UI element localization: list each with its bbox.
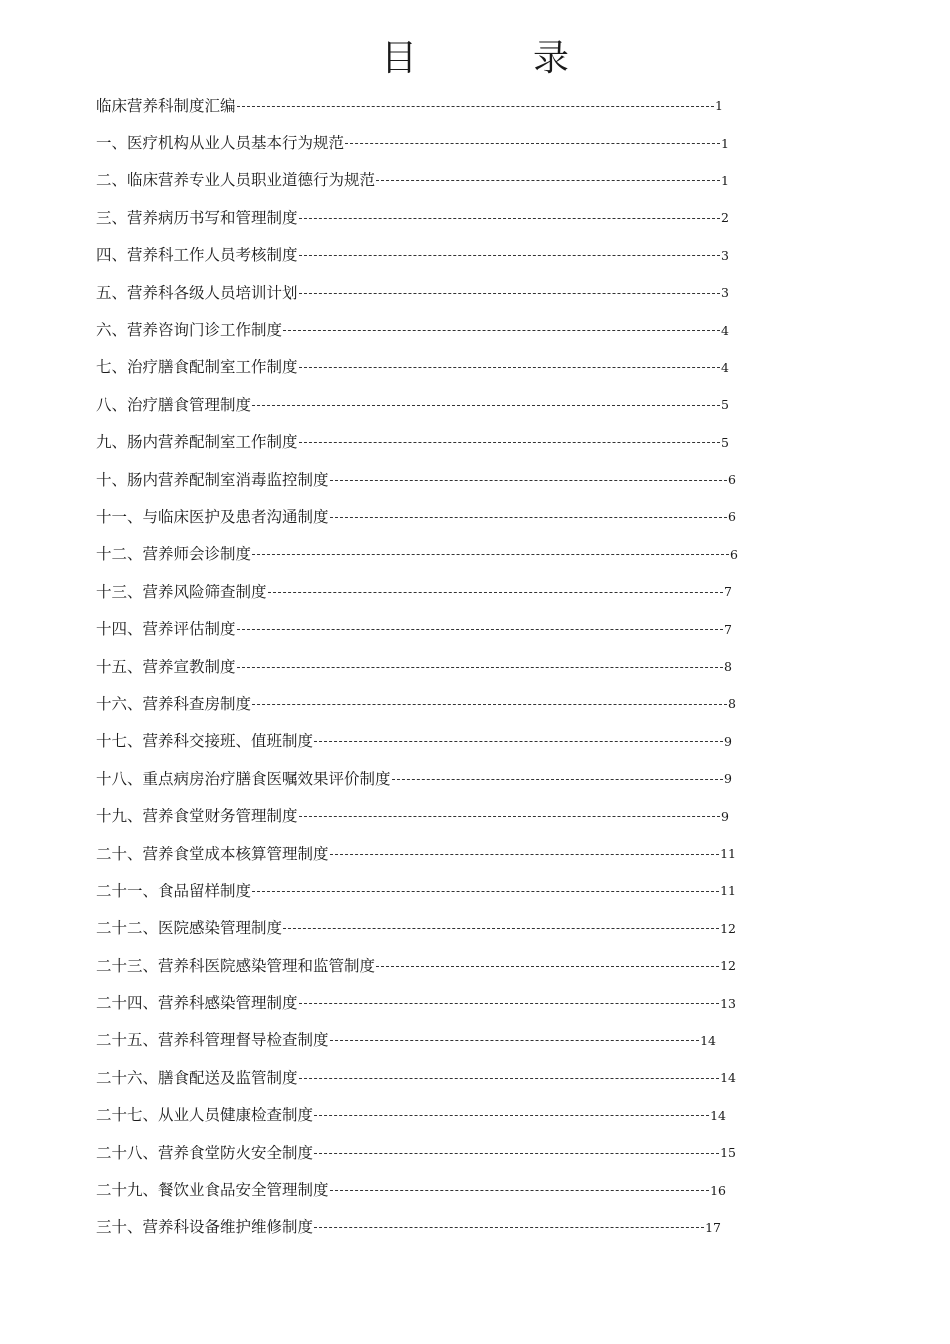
- toc-dot-leader: [299, 441, 721, 443]
- toc-dot-leader: [299, 366, 721, 368]
- toc-entry-page-number: 12: [720, 958, 736, 974]
- toc-dot-leader: [330, 516, 728, 518]
- toc-entry-page-number: 16: [710, 1182, 726, 1198]
- toc-dot-leader: [299, 254, 721, 256]
- toc-entry-page-number: 6: [730, 546, 738, 562]
- toc-entry[interactable]: [96, 497, 736, 534]
- toc-dot-leader: [252, 890, 719, 892]
- toc-dot-leader: [314, 1114, 709, 1116]
- toc-entry-label: 二十三、营养科医院感染管理和监管制度: [96, 956, 376, 975]
- toc-entry-page-number: 6: [728, 472, 736, 488]
- toc-dot-leader: [330, 479, 728, 481]
- toc-entry-label: 一、医疗机构从业人员基本行为规范: [96, 134, 345, 153]
- toc-entry-label: 八、治疗膳食管理制度: [96, 395, 252, 414]
- toc-entry-label: 四、营养科工作人员考核制度: [96, 246, 298, 265]
- toc-entry[interactable]: [96, 871, 736, 908]
- toc-entry-label: 二十七、从业人员健康检查制度: [96, 1106, 314, 1125]
- toc-entry-label: 十一、与临床医护及患者沟通制度: [96, 507, 329, 526]
- toc-entry-page-number: 14: [710, 1107, 726, 1123]
- toc-entry-label: 十七、营养科交接班、值班制度: [96, 732, 314, 751]
- toc-entry[interactable]: [96, 273, 729, 310]
- toc-entry-page-number: 5: [721, 397, 729, 413]
- toc-entry-page-number: 17: [705, 1219, 721, 1235]
- toc-entry-page-number: 14: [720, 1070, 736, 1086]
- toc-entry-label: 十六、营养科查房制度: [96, 694, 252, 713]
- toc-entry-label: 十二、营养师会诊制度: [96, 545, 252, 564]
- toc-entry-page-number: 11: [720, 846, 736, 861]
- toc-entry-label: 二十六、膳食配送及监管制度: [96, 1068, 298, 1087]
- toc-dot-leader: [330, 1189, 710, 1191]
- page-title: 目 录: [380, 38, 609, 79]
- toc-entry-label: 十八、重点病房治疗膳食医嘱效果评价制度: [96, 769, 391, 788]
- toc-entry[interactable]: [96, 1208, 721, 1245]
- toc-entry-label: 十、肠内营养配制室消毒监控制度: [96, 470, 329, 489]
- toc-entry[interactable]: [96, 684, 736, 721]
- toc-entry-label: 三十、营养科设备维护维修制度: [96, 1218, 314, 1237]
- toc-entry[interactable]: [96, 123, 729, 160]
- toc-entry[interactable]: [96, 348, 729, 385]
- toc-entry[interactable]: [96, 1021, 716, 1058]
- toc-dot-leader: [299, 217, 721, 219]
- toc-dot-leader: [283, 329, 720, 331]
- toc-entry-label: 二十四、营养科感染管理制度: [96, 994, 298, 1013]
- toc-entry[interactable]: [96, 983, 736, 1020]
- toc-entry[interactable]: [96, 946, 736, 983]
- toc-entry-page-number: 8: [728, 696, 736, 712]
- toc-entry-page-number: 9: [724, 771, 732, 787]
- toc-entry[interactable]: [96, 460, 736, 497]
- toc-entry-page-number: 1: [721, 135, 729, 151]
- toc-entry[interactable]: [96, 1170, 726, 1207]
- toc-entry-page-number: 7: [724, 584, 732, 600]
- toc-dot-leader: [299, 1002, 720, 1004]
- toc-entry[interactable]: [96, 236, 729, 273]
- toc-dot-leader: [299, 292, 721, 294]
- toc-dot-leader: [314, 1226, 704, 1228]
- toc-entry-label: 十三、营养风险筛查制度: [96, 582, 267, 601]
- toc-entry-page-number: 4: [721, 322, 729, 338]
- toc-entry-label: 二十、营养食堂成本核算管理制度: [96, 844, 329, 863]
- toc-entry-label: 二、临床营养专业人员职业道德行为规范: [96, 171, 376, 190]
- toc-entry-label: 七、治疗膳食配制室工作制度: [96, 358, 298, 377]
- toc-dot-leader: [237, 105, 715, 107]
- toc-entry-page-number: 3: [721, 247, 729, 263]
- toc-entry[interactable]: [96, 759, 732, 796]
- toc-entry[interactable]: [96, 310, 729, 347]
- toc-entry[interactable]: [96, 535, 738, 572]
- toc-dot-leader: [299, 815, 721, 817]
- toc-entry-page-number: 1: [715, 98, 723, 114]
- toc-entry[interactable]: [96, 1096, 726, 1133]
- toc-dot-leader: [330, 853, 720, 855]
- toc-dot-leader: [376, 179, 720, 181]
- toc-entry[interactable]: [96, 1133, 736, 1170]
- toc-entry[interactable]: [96, 909, 736, 946]
- toc-entry-page-number: 3: [721, 285, 729, 301]
- toc-entry[interactable]: [96, 834, 736, 871]
- toc-entry-label: 十五、营养宣教制度: [96, 657, 236, 676]
- toc-entry[interactable]: [96, 198, 729, 235]
- toc-dot-leader: [252, 553, 729, 555]
- toc-entry-page-number: 12: [720, 920, 736, 936]
- toc-entry-page-number: 15: [720, 1145, 736, 1161]
- toc-entry-page-number: 13: [720, 995, 736, 1011]
- toc-dot-leader: [252, 703, 727, 705]
- toc-entry-page-number: 2: [721, 210, 729, 226]
- toc-dot-leader: [392, 778, 724, 780]
- toc-entry-page-number: 14: [700, 1032, 716, 1048]
- toc-dot-leader: [314, 1152, 719, 1154]
- toc-entry-label: 二十二、医院感染管理制度: [96, 919, 283, 938]
- toc-entry[interactable]: [96, 572, 732, 609]
- toc-entry-page-number: 8: [724, 659, 732, 675]
- toc-entry[interactable]: [96, 647, 732, 684]
- toc-entry-page-number: 9: [724, 733, 732, 749]
- toc-entry-page-number: 9: [721, 808, 729, 824]
- toc-entry-page-number: 4: [721, 359, 729, 375]
- toc-dot-leader: [252, 404, 720, 406]
- toc-entry-label: 十九、营养食堂财务管理制度: [96, 807, 298, 826]
- toc-entry-page-number: 1: [721, 172, 729, 188]
- toc-entry[interactable]: [96, 1058, 736, 1095]
- toc-entry-label: 五、营养科各级人员培训计划: [96, 283, 298, 302]
- toc-entry-label: 二十九、餐饮业食品安全管理制度: [96, 1181, 329, 1200]
- toc-entry-label: 二十五、营养科管理督导检查制度: [96, 1031, 329, 1050]
- toc-dot-leader: [268, 591, 724, 593]
- toc-entry-label: 三、营养病历书写和管理制度: [96, 208, 298, 227]
- toc-dot-leader: [345, 142, 720, 144]
- toc-entry[interactable]: [96, 722, 732, 759]
- toc-entry-label: 六、营养咨询门诊工作制度: [96, 321, 283, 340]
- toc-dot-leader: [314, 740, 723, 742]
- toc-entry-page-number: 7: [724, 621, 732, 637]
- table-of-contents: [96, 86, 746, 1245]
- toc-entry[interactable]: [96, 385, 729, 422]
- toc-dot-leader: [376, 965, 719, 967]
- toc-entry-label: 临床营养科制度汇编: [96, 96, 236, 115]
- toc-dot-leader: [283, 927, 719, 929]
- toc-dot-leader: [237, 666, 724, 668]
- toc-dot-leader: [299, 1077, 720, 1079]
- toc-dot-leader: [330, 1039, 700, 1041]
- toc-entry[interactable]: [96, 161, 729, 198]
- toc-dot-leader: [237, 628, 724, 630]
- toc-entry-label: 二十一、食品留样制度: [96, 881, 252, 900]
- toc-entry-page-number: 6: [728, 509, 736, 525]
- toc-entry-page-number: 11: [720, 883, 736, 899]
- toc-entry-page-number: 5: [721, 434, 729, 450]
- toc-entry[interactable]: [96, 423, 729, 460]
- toc-entry-label: 二十八、营养食堂防火安全制度: [96, 1143, 314, 1162]
- toc-entry[interactable]: [96, 86, 723, 123]
- toc-entry-label: 九、肠内营养配制室工作制度: [96, 433, 298, 452]
- toc-entry[interactable]: [96, 796, 729, 833]
- toc-entry[interactable]: [96, 609, 732, 646]
- toc-entry-label: 十四、营养评估制度: [96, 620, 236, 639]
